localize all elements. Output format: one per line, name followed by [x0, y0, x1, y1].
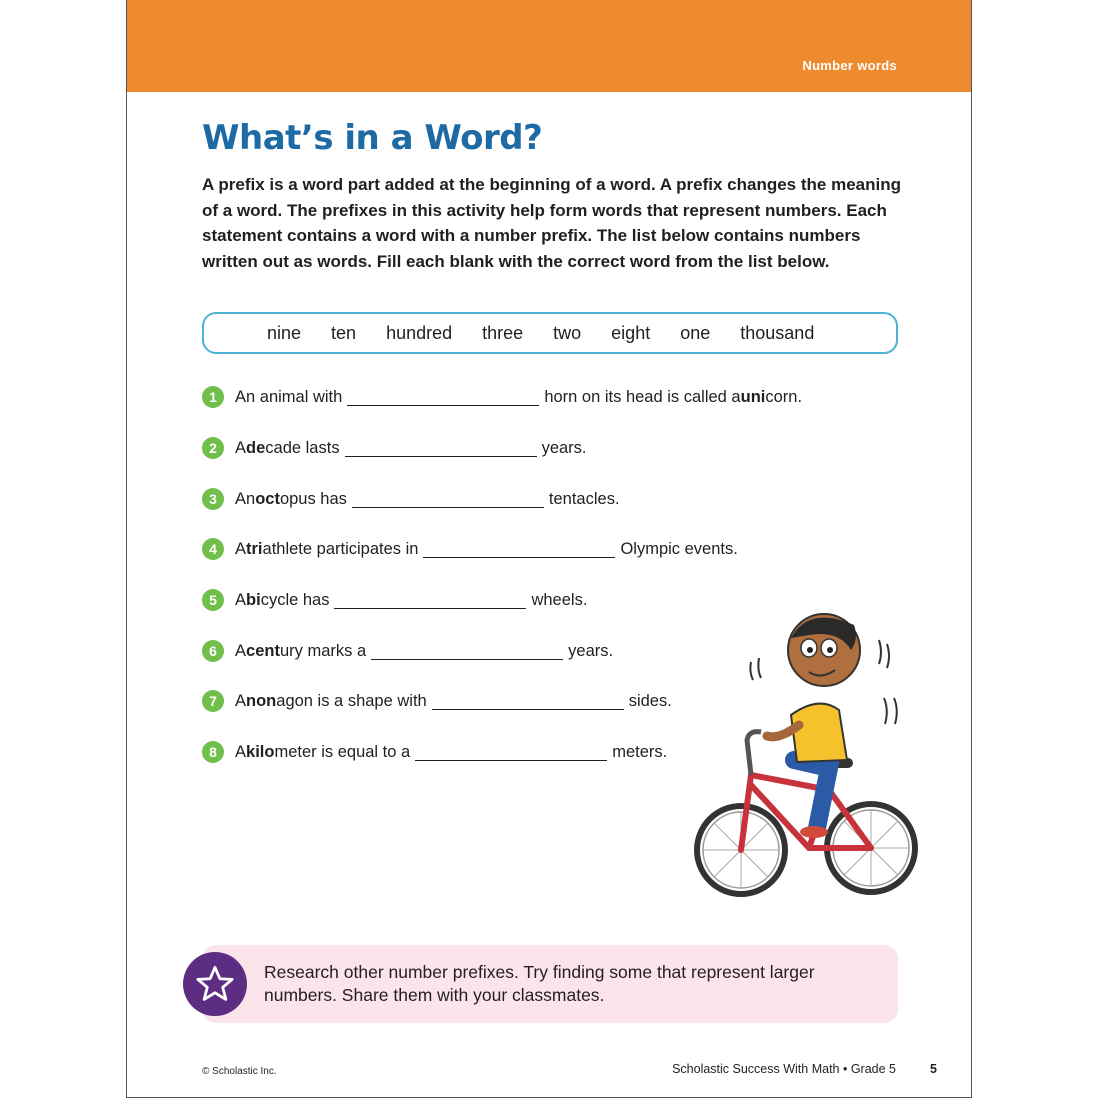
question-text: athlete participates in	[262, 539, 419, 558]
question-text: wheels.	[531, 590, 588, 609]
prefix-highlight: de	[246, 438, 266, 457]
question-text: A	[235, 691, 247, 710]
question-text: A	[235, 438, 247, 457]
question-number-badge: 3	[202, 488, 224, 510]
question-text: A	[235, 590, 247, 609]
research-callout	[202, 945, 898, 1023]
question-text: An	[235, 489, 256, 508]
boy-on-bicycle-illustration	[679, 600, 929, 900]
question-3	[202, 488, 620, 510]
question-text: agon is a shape with	[276, 691, 427, 710]
callout-text: Research other number prefixes. Try finding some that represent larger numbers. Share them with your classmates.	[264, 962, 815, 1005]
answer-blank[interactable]	[334, 592, 526, 609]
question-6	[202, 640, 613, 662]
answer-blank[interactable]	[432, 693, 624, 710]
question-number-badge: 7	[202, 690, 224, 712]
word-bank-item: hundred	[386, 322, 453, 343]
question-text: years.	[541, 438, 587, 457]
question-text: corn.	[765, 387, 803, 406]
question-1	[202, 386, 802, 408]
word-bank-item: thousand	[740, 322, 815, 343]
question-text: sides.	[628, 691, 672, 710]
word-bank-item: ten	[331, 322, 357, 343]
question-5	[202, 589, 587, 611]
prefix-highlight: uni	[740, 387, 766, 406]
question-number-badge: 1	[202, 386, 224, 408]
answer-blank[interactable]	[415, 744, 607, 761]
intro-paragraph: A prefix is a word part added at the beginning of a word. A prefix changes the meaning of a word. The prefixes in this activity help form words that represent numbers. Each statement contains a word with a number prefix. The list below contains numbers written out as words. Fill each blank with the correct word from the list below.	[202, 175, 901, 271]
answer-blank[interactable]	[345, 440, 537, 457]
word-bank-item: nine	[267, 322, 302, 343]
question-text: meters.	[612, 742, 668, 761]
prefix-highlight: cent	[246, 641, 280, 660]
prefix-highlight: non	[246, 691, 277, 710]
question-4	[202, 538, 738, 560]
question-2	[202, 437, 587, 459]
answer-blank[interactable]	[423, 541, 615, 558]
question-number-badge: 8	[202, 741, 224, 763]
question-text: opus has	[279, 489, 347, 508]
word-bank-item: one	[680, 322, 711, 343]
question-text: cade lasts	[265, 438, 340, 457]
question-text: horn on its head is called a	[544, 387, 741, 406]
header-banner	[127, 0, 971, 92]
question-number-badge: 5	[202, 589, 224, 611]
question-text: years.	[568, 641, 614, 660]
question-text: A	[235, 641, 247, 660]
prefix-highlight: bi	[246, 590, 261, 609]
question-text: ury marks a	[279, 641, 367, 660]
star-icon	[183, 952, 247, 1016]
question-text: A	[235, 742, 247, 761]
word-bank-item: two	[553, 322, 582, 343]
question-7	[202, 690, 672, 712]
question-number-badge: 2	[202, 437, 224, 459]
prefix-highlight: oct	[255, 489, 280, 508]
page-number: 5	[930, 1062, 937, 1076]
prefix-highlight: kilo	[246, 742, 275, 761]
page-title: What’s in a Word?	[202, 118, 543, 158]
prefix-highlight: tri	[246, 539, 263, 558]
question-8	[202, 741, 667, 763]
star-icon	[194, 963, 236, 1005]
word-bank	[202, 312, 898, 354]
answer-blank[interactable]	[347, 389, 539, 406]
question-number-badge: 4	[202, 538, 224, 560]
question-text: tentacles.	[548, 489, 620, 508]
answer-blank[interactable]	[352, 491, 544, 508]
question-number-badge: 6	[202, 640, 224, 662]
section-label: Number words	[802, 58, 897, 73]
question-text: Olympic events.	[620, 539, 738, 558]
copyright: © Scholastic Inc.	[202, 1066, 277, 1077]
worksheet-page	[126, 0, 972, 1098]
question-text: An animal with	[235, 387, 343, 406]
word-bank-item: three	[482, 322, 524, 343]
question-text: A	[235, 539, 247, 558]
question-text: meter is equal to a	[274, 742, 411, 761]
word-bank-item: eight	[611, 322, 651, 343]
book-title: Scholastic Success With Math • Grade 5	[672, 1062, 896, 1076]
question-text: cycle has	[260, 590, 330, 609]
answer-blank[interactable]	[371, 643, 563, 660]
